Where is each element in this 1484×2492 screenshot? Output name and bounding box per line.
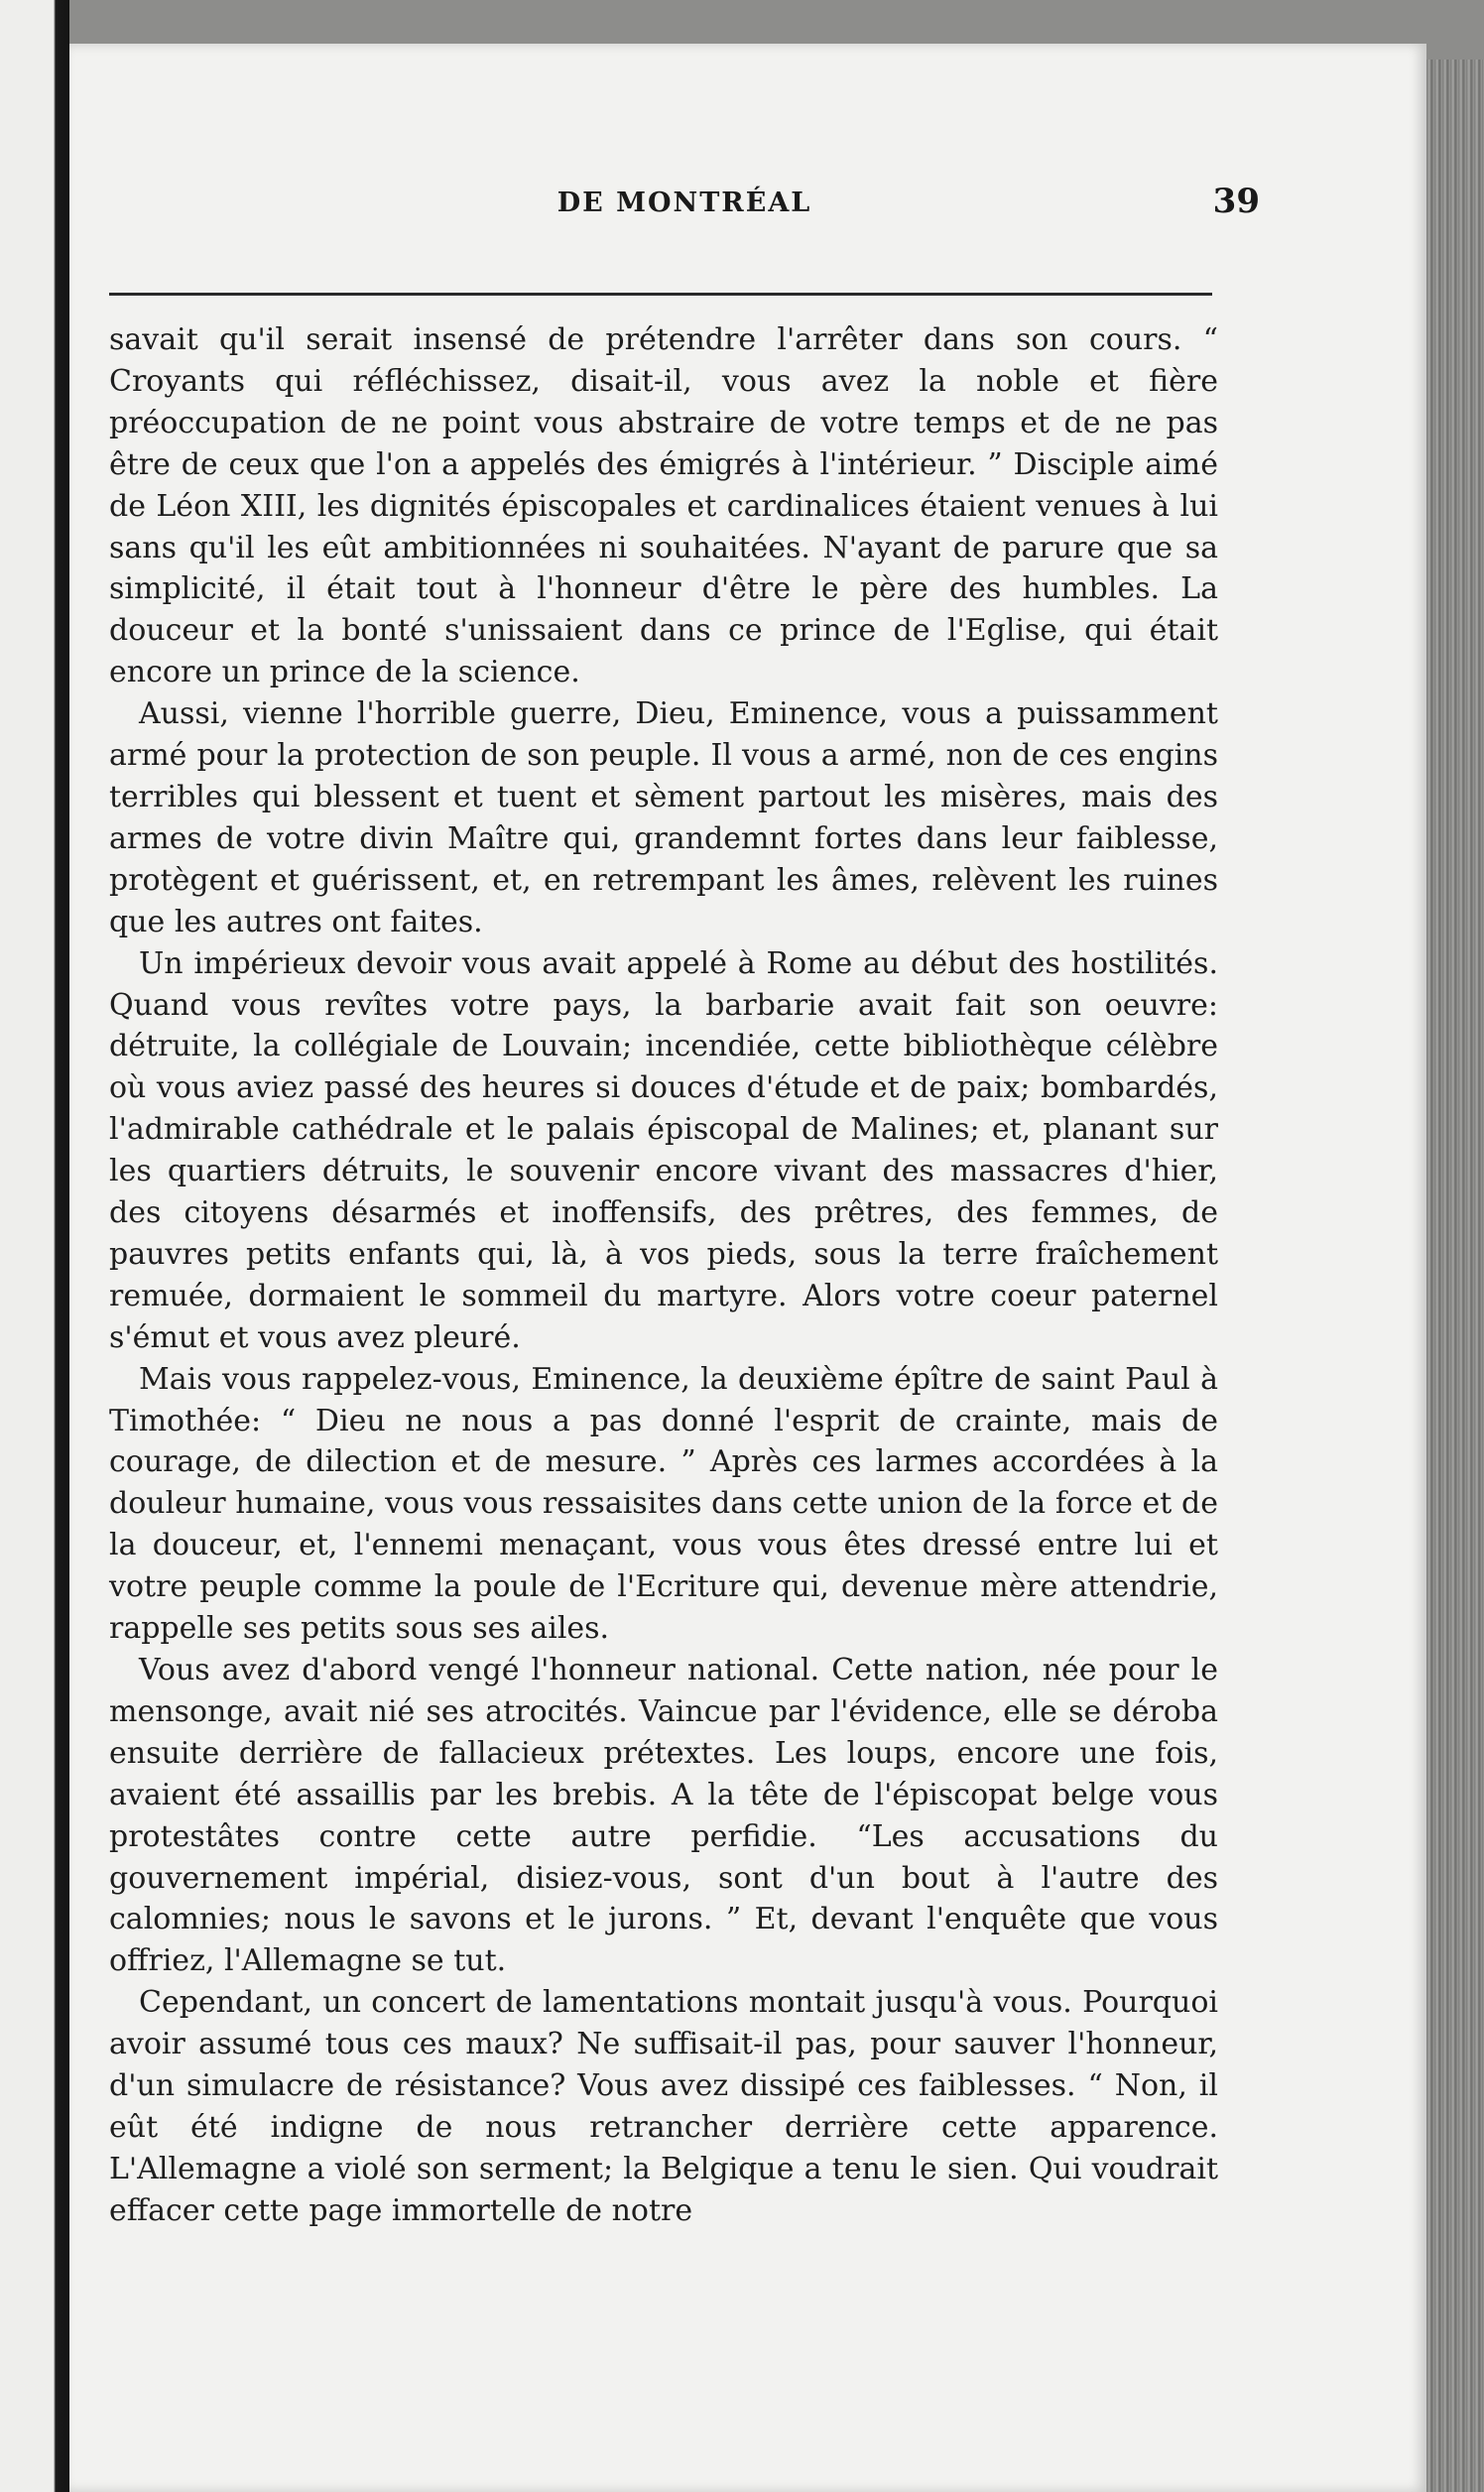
paragraph: Vous avez d'abord vengé l'honneur national. Cette nation, née pour le mensonge, avait nié ses atrocités. Vaincue par l'évidence, elle se déroba ensuite derrière de fallacieux prétextes. Les loups, encore une fois, avaient été assaillis par les brebis. A la tête de l'épiscopat belge vous protestâtes contre cette autre perfidie. “Les accusations du gouvernement impérial, disiez-vous, sont d'un bout à l'autre des calomnies; nous le savons et le jurons. ” Et, devant l'enquête que vous offriez, l'Allemagne se tut.	[109, 1653, 1218, 1979]
paragraph: Cependant, un concert de lamentations montait jusqu'à vous. Pourquoi avoir assumé tous ces maux? Ne suffisait-il pas, pour sauver l'honneur, d'un simulacre de résistance? Vous avez dissipé ces faiblesses. “ Non, il eût été indigne de nous retrancher derrière cette apparence. L'Allemagne a violé son serment; la Belgique a tenu le sien. Qui voudrait effacer cette page immortelle de notre	[109, 1985, 1218, 2228]
running-head: DE MONTRÉAL	[556, 187, 812, 218]
paragraph: savait qu'il serait insensé de prétendre l'arrêter dans son cours. “ Croyants qui réfléchissez, disait-il, vous avez la noble et fière préoccupation de ne point vous abstraire de votre temps et de ne pas être de ceux que l'on a appelés des émigrés à l'intérieur. ” Disciple aimé de Léon XIII, les dignités épiscopales et cardinalices étaient venues à lui sans qu'il les eût ambitionnées ni souhaitées. N'ayant de parure que sa simplicité, il était tout à l'honneur d'être le père des humbles. La douceur et la bonté s'unissaient dans ce prince de l'Eglise, qui était encore un prince de la science.	[109, 322, 1218, 690]
paragraph: Un impérieux devoir vous avait appelé à Rome au début des hostilités. Quand vous revîtes votre pays, la barbarie avait fait son oeuvre: détruite, la collégiale de Louvain; incendiée, cette bibliothèque célèbre où vous aviez passé des heures si douces d'étude et de paix; bombardés, l'admirable cathédrale et le palais épiscopal de Malines; et, planant sur les quartiers détruits, le souvenir encore vivant des massacres d'hier, des citoyens désarmés et inoffensifs, des prêtres, des femmes, de pauvres petits enfants qui, là, à vos pieds, sous la terre fraîchement remuée, dormaient le sommeil du martyre. Alors votre coeur paternel s'émut et vous avez pleuré.	[109, 945, 1218, 1355]
header-rule	[109, 293, 1212, 296]
book-page	[69, 44, 1426, 2492]
body-text	[109, 319, 1218, 2232]
binding-shadow	[0, 0, 69, 2492]
page-header	[109, 182, 1260, 247]
paragraph: Mais vous rappelez-vous, Eminence, la deuxième épître de saint Paul à Timothée: “ Dieu ne nous a pas donné l'esprit de crainte, mais de courage, de dilection et de mesure. ” Après ces larmes accordées à la douleur humaine, vous vous ressaisites dans cette union de la force et de la douceur, et, l'ennemi menaçant, vous vous êtes dressé entre lui et votre peuple comme la poule de l'Ecriture qui, devenue mère attendrie, rappelle ses petits sous ses ailes.	[109, 1361, 1218, 1647]
paragraph: Aussi, vienne l'horrible guerre, Dieu, Eminence, vous a puissamment armé pour la protection de son peuple. Il vous a armé, non de ces engins terribles qui blessent et tuent et sèment partout les misères, mais des armes de votre divin Maître qui, grandemnt fortes dans leur faiblesse, protègent et guérissent, et, en retrempant les âmes, relèvent les ruines que les autres ont faites.	[109, 696, 1218, 939]
page-number: 39	[1212, 182, 1260, 221]
page-edge-stack	[1426, 60, 1484, 2492]
